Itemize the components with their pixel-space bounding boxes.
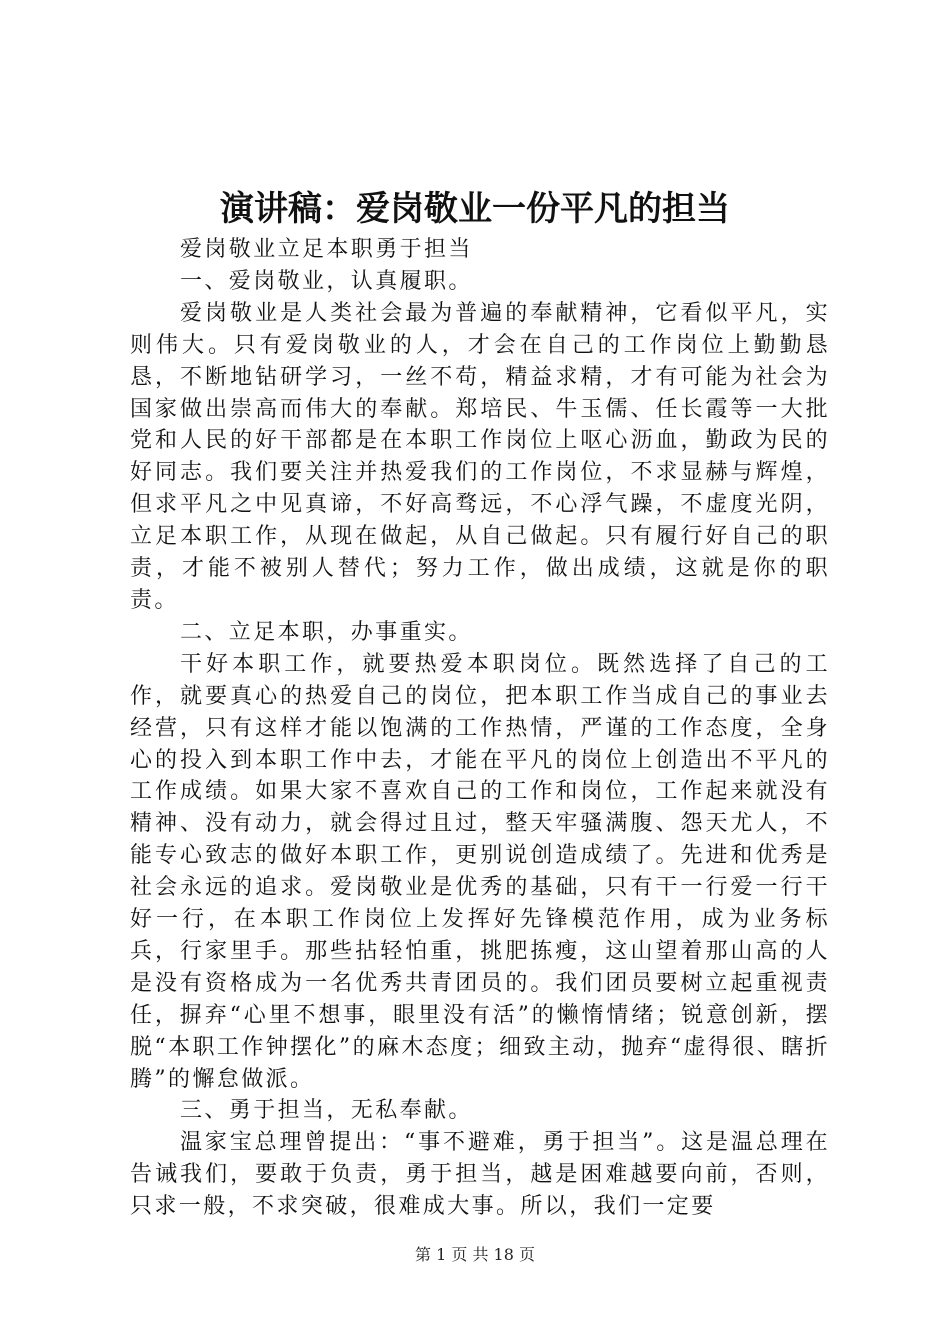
section-heading-1: 一、爱岗敬业，认真履职。 — [180, 268, 473, 294]
body-paragraph-1: 爱岗敬业是人类社会最为普遍的奉献精神，它看似平凡，实则伟大。只有爱岗敬业的人，才会在自己的工作岗位上勤勤恳恳，不断地钻研学习，一丝不苟，精益求精，才有可能为社会为国家做出崇高而伟大的奉献。郑培民、牛玉儒、任长霞等一大批党和人民的好干部都是在本职工作岗位上呕心沥血，勤政为民的好同志。我们要关注并热爱我们的工作岗位，不求显赫与辉煌，但求平凡之中见真谛，不好高骛远，不心浮气躁，不虚度光阴，立足本职工作，从现在做起，从自己做起。只有履行好自己的职责，才能不被别人替代；努力工作，做出成绩，这就是你的职责。 — [130, 300, 830, 613]
section-heading-2: 二、立足本职，办事重实。 — [180, 619, 473, 645]
section-heading-3: 三、勇于担当，无私奉献。 — [180, 1098, 473, 1124]
document-title: 演讲稿：爱岗敬业一份平凡的担当 — [220, 189, 730, 229]
body-paragraph-3: 温家宝总理曾提出：“事不避难，勇于担当”。这是温总理在告诫我们，要敢于负责，勇于担当，越是困难越要向前，否则，只求一般，不求突破，很难成大事。所以，我们一定要 — [130, 1130, 830, 1220]
body-paragraph-2: 干好本职工作，就要热爱本职岗位。既然选择了自己的工作，就要真心的热爱自己的岗位，把本职工作当成自己的事业去经营，只有这样才能以饱满的工作热情，严谨的工作态度，全身心的投入到本职工作中去，才能在平凡的岗位上创造出不平凡的工作成绩。如果大家不喜欢自己的工作和岗位，工作起来就没有精神、没有动力，就会得过且过，整天牢骚满腹、怨天尤人，不能专心致志的做好本职工作，更别说创造成绩了。先进和优秀是社会永远的追求。爱岗敬业是优秀的基础，只有干一行爱一行干好一行，在本职工作岗位上发挥好先锋模范作用，成为业务标兵，行家里手。那些拈轻怕重，挑肥拣瘦，这山望着那山高的人是没有资格成为一名优秀共青团员的。我们团员要树立起重视责任，摒弃“心里不想事，眼里没有活”的懒惰情绪；锐意创新，摆脱“本职工作钟摆化”的麻木态度；细致主动，抛弃“虚得很、瞎折腾”的懈怠做派。 — [130, 651, 830, 1092]
subtitle-paragraph: 爱岗敬业立足本职勇于担当 — [180, 237, 473, 262]
document-body — [130, 234, 830, 1223]
page-footer: 第 1 页 共 18 页 — [415, 1245, 535, 1264]
